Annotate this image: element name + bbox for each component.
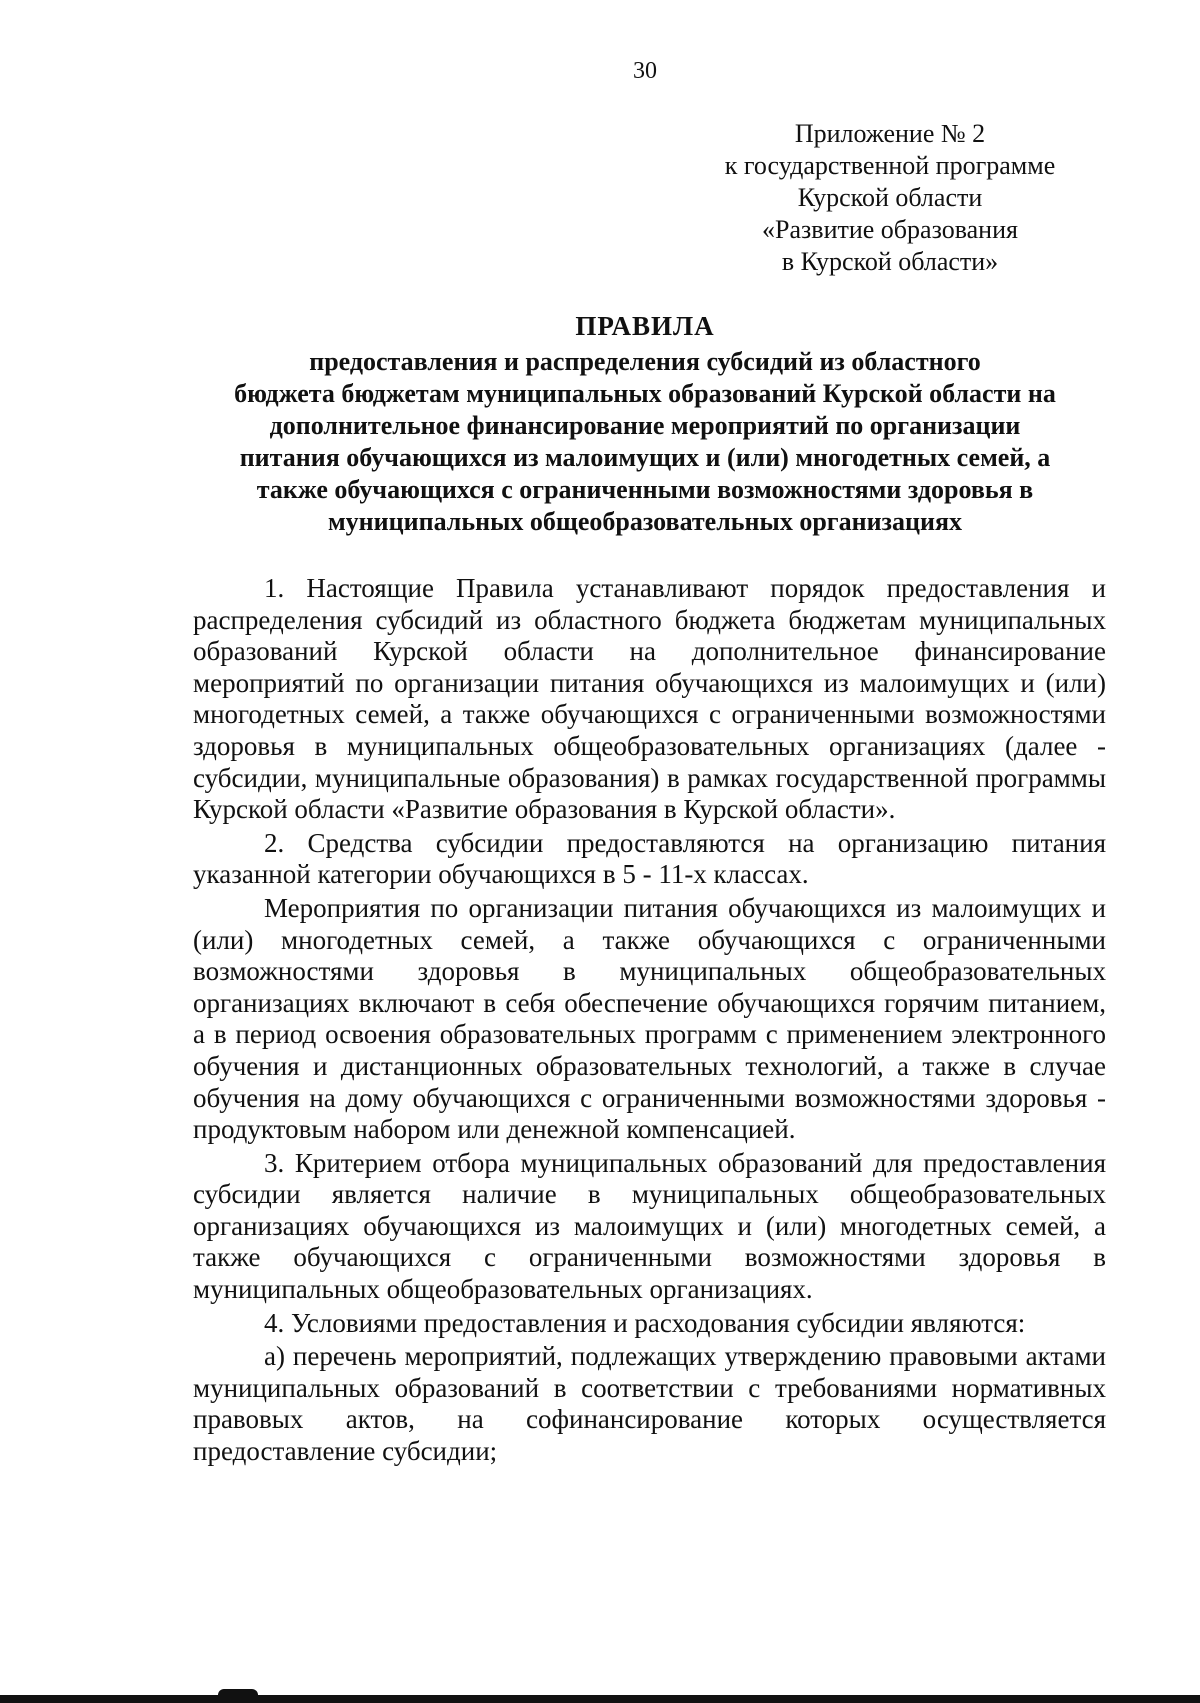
annex-block — [680, 118, 1100, 278]
page-number: 30 — [633, 58, 657, 84]
title-subline: дополнительное финансирование мероприятий по организации — [269, 411, 1021, 440]
title-subline: питания обучающихся из малоимущих и (или) многодетных семей, а — [239, 443, 1051, 472]
paragraph-4: 4. Условиями предоставления и расходования субсидии являются: — [264, 1307, 1026, 1338]
paragraph-2-events: Мероприятия по организации питания обучающихся из малоимущих и (или) многодетных семей, а также обучающихся с ограниченными возможностями здоровья в муниципальных общеобразовательных организациях включают в себя обеспечение обучающихся горячим питанием, а в период освоения образовательных программ с применением электронного обучения и дистанционных образовательных технологий, а также в случае обучения на дому обучающихся с ограниченными возможностями здоровья - продуктовым набором или денежной компенсацией. — [193, 892, 1106, 1145]
annex-line: Курской области — [797, 183, 983, 212]
annex-line: в Курской области» — [781, 247, 999, 276]
title-subline: муниципальных общеобразовательных организациях — [327, 507, 963, 536]
paragraph-1: 1. Настоящие Правила устанавливают порядок предоставления и распределения субсидий из областного бюджета бюджетам муниципальных образований Курской области на дополнительное финансирование мероприятий по организации питания обучающихся из малоимущих и (или) многодетных семей, а также обучающихся с ограниченными возможностями здоровья в муниципальных общеобразовательных организациях (далее - субсидии, муниципальные образования) в рамках государственной программы Курской области «Развитие образования в Курской области». — [193, 573, 1106, 825]
paragraph-4a: а) перечень мероприятий, подлежащих утверждению правовыми актами муниципальных образований в соответствии с требованиями нормативных правовых актов, на софинансирование которых осуществляется предоставление субсидии; — [193, 1341, 1106, 1467]
annex-line: к государственной программе — [724, 151, 1056, 180]
main-title: ПРАВИЛА — [575, 311, 715, 341]
annex-line: Приложение № 2 — [794, 119, 986, 148]
title-subline: также обучающихся с ограниченными возможностями здоровья в — [256, 475, 1034, 504]
document-title — [150, 310, 1140, 538]
annex-line: «Развитие образования — [762, 215, 1018, 244]
title-subline: предоставления и распределения субсидий из областного — [309, 347, 981, 376]
paragraph-3: 3. Критерием отбора муниципальных образований для предоставления субсидии является наличие в муниципальных общеобразовательных организациях обучающихся из малоимущих и (или) многодетных семей, а также обучающихся с ограниченными возможностями здоровья в муниципальных общеобразовательных организациях. — [193, 1147, 1106, 1305]
scan-bottom-edge — [0, 1695, 1200, 1703]
title-subline: бюджета бюджетам муниципальных образований Курской области на — [234, 379, 1056, 408]
document-body — [193, 573, 1106, 1468]
paragraph-2: 2. Средства субсидии предоставляются на организацию питания указанной категории обучающихся в 5 - 11-х классах. — [193, 827, 1106, 890]
